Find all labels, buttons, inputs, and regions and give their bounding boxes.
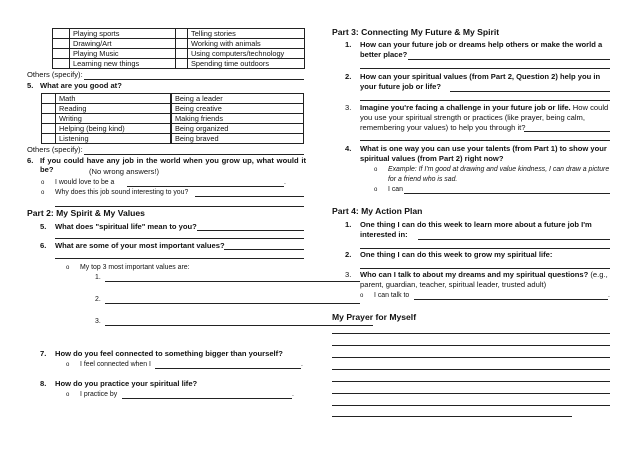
p3-question-3-text-2: you use your spiritual strength or practices (like prayer, being calm, — [360, 113, 585, 122]
table-cell: Writing — [56, 114, 171, 124]
question-8-text: How do you practice your spiritual life? — [55, 379, 198, 388]
p3-question-4-text-2: spiritual values (from Part 2) right now? — [360, 154, 504, 163]
table-cell: Helping (being kind) — [56, 124, 171, 134]
bullet-icon: o — [41, 190, 45, 196]
answer-line[interactable] — [418, 239, 610, 240]
answer-line[interactable] — [360, 140, 610, 141]
talk-prompt: I can talk to — [374, 292, 410, 299]
prayer-line[interactable] — [332, 393, 610, 394]
p4-question-1-text: One thing I can do this week to learn more about a future job I'm — [360, 220, 592, 229]
prayer-title: My Prayer for Myself — [332, 312, 417, 322]
part-4-title: Part 4: My Action Plan — [332, 206, 423, 216]
part-2-title: Part 2: My Spirit & My Values — [27, 208, 145, 218]
bullet-icon: o — [374, 167, 378, 173]
bullet-icon: o — [66, 392, 70, 398]
question-5b-number: 5. — [40, 222, 47, 231]
table-cell: Drawing/Art — [70, 39, 176, 49]
others-specify-label: Others (specify): — [27, 70, 83, 79]
table-cell: Working with animals — [188, 39, 305, 49]
bullet-icon: o — [360, 293, 364, 299]
others-specify-label: Others (specify): — [27, 145, 83, 154]
question-5-number: 5. — [27, 81, 34, 90]
answer-line[interactable] — [55, 238, 304, 239]
example-text-2: for a friend who is sad. — [388, 176, 458, 183]
prayer-line[interactable] — [332, 405, 610, 406]
prayer-line[interactable] — [332, 381, 610, 382]
value-number: 1. — [95, 274, 101, 281]
bullet-icon: o — [41, 180, 45, 186]
answer-line[interactable] — [360, 248, 610, 249]
value-line[interactable] — [105, 303, 360, 304]
p3-question-4-text: What is one way you can use your talents (from Part 1) to show your — [360, 144, 607, 153]
others-answer-line[interactable] — [84, 79, 304, 80]
answer-line[interactable] — [55, 258, 304, 259]
p3-question-3-text-3: remembering your values) to help you through it? — [360, 123, 526, 132]
answer-line[interactable] — [360, 268, 610, 269]
answer-line[interactable] — [360, 68, 610, 69]
answer-line[interactable] — [197, 230, 304, 231]
answer-line[interactable] — [224, 249, 304, 250]
table-cell: Playing sports — [70, 29, 176, 39]
job-answer-line[interactable] — [127, 186, 284, 187]
answer-line[interactable] — [404, 193, 610, 194]
question-7-text: How do you feel connected to something bigger than yourself? — [55, 349, 283, 358]
answer-line[interactable] — [524, 131, 610, 132]
p4-question-2-number: 2. — [345, 250, 352, 259]
answer-line[interactable] — [155, 368, 301, 369]
value-number: 3. — [95, 318, 101, 325]
question-6b-number: 6. — [40, 241, 47, 250]
p3-question-4-number: 4. — [345, 144, 352, 153]
question-5-text: What are you good at? — [40, 81, 122, 90]
question-5b-text: What does "spiritual life" mean to you? — [55, 222, 197, 231]
part-3-title: Part 3: Connecting My Future & My Spirit — [332, 27, 500, 37]
p3-question-1-number: 1. — [345, 40, 352, 49]
table-cell: Being braved — [172, 134, 304, 144]
value-line[interactable] — [105, 281, 360, 282]
answer-line[interactable] — [414, 299, 608, 300]
table-cell: Using computers/technology — [188, 49, 305, 59]
connected-prompt: I feel connected when I — [80, 361, 151, 368]
question-8-number: 8. — [40, 379, 47, 388]
value-line[interactable] — [105, 325, 373, 326]
bullet-icon: o — [66, 265, 70, 271]
question-6-text: If you could have any job in the world when you grow up, what would it be? — [40, 156, 306, 174]
table-cell: Being organized — [172, 124, 304, 134]
job-reason-line-2[interactable] — [55, 206, 304, 207]
table-cell: Spending time outdoors — [188, 59, 305, 69]
prayer-line[interactable] — [332, 333, 610, 334]
bullet-icon: o — [66, 362, 70, 368]
job-reason-prompt: Why does this job sound interesting to you? — [55, 189, 189, 196]
p3-question-3-text: Imagine you're facing a challenge in your future job or life. How could — [360, 103, 609, 112]
example-text: Example: If I'm good at drawing and value kindness, I can draw a picture — [388, 166, 610, 173]
question-6b-text: What are some of your most important values? — [55, 241, 225, 250]
values-prompt: My top 3 most important values are: — [80, 264, 190, 271]
p3-question-2-text: How can your spiritual values (from Part 2, Question 2) help you in — [360, 72, 601, 81]
bullet-icon: o — [374, 187, 378, 193]
prayer-line[interactable] — [332, 345, 610, 346]
prayer-line[interactable] — [332, 369, 610, 370]
prayer-line[interactable] — [332, 357, 610, 358]
p4-question-3-text-2: parent, guardian, teacher, spiritual leader, trusted adult) — [360, 280, 547, 289]
skills-table — [41, 93, 304, 144]
talent-prompt: I can — [388, 186, 403, 193]
p3-question-2-text-2: your future job or life? — [360, 82, 441, 91]
p4-question-1-text-2: interested in: — [360, 230, 408, 239]
p3-question-1-text: How can your future job or dreams help others or make the world a — [360, 40, 603, 49]
table-cell: Reading — [56, 104, 171, 114]
table-cell: Learning new things — [70, 59, 176, 69]
p3-question-1-text-2: better place? — [360, 50, 408, 59]
table-cell: Making friends — [172, 114, 304, 124]
table-cell: Telling stories — [188, 29, 305, 39]
table-cell: Being creative — [172, 104, 304, 114]
p4-question-3-number: 3. — [345, 270, 352, 279]
value-number: 2. — [95, 296, 101, 303]
answer-line[interactable] — [122, 398, 292, 399]
practice-prompt: I practice by — [80, 391, 118, 398]
question-7-number: 7. — [40, 349, 47, 358]
question-6-number: 6. — [27, 156, 34, 165]
p3-question-2-number: 2. — [345, 72, 352, 81]
prayer-line[interactable] — [332, 416, 572, 417]
table-cell: Being a leader — [172, 94, 304, 104]
p4-question-1-number: 1. — [345, 220, 352, 229]
job-reason-line[interactable] — [195, 196, 304, 197]
p4-question-2-text: One thing I can do this week to grow my spiritual life: — [360, 250, 553, 259]
job-prompt: I would love to be a — [55, 179, 115, 186]
p3-question-3-number: 3. — [345, 103, 352, 112]
p4-question-3-text: Who can I talk to about my dreams and my spiritual questions? (e.g., — [360, 270, 608, 279]
answer-line[interactable] — [450, 91, 610, 92]
others-answer-line[interactable] — [84, 154, 304, 155]
answer-line[interactable] — [360, 100, 610, 101]
activities-table — [52, 28, 305, 69]
table-cell: Math — [56, 94, 171, 104]
table-cell: Listening — [56, 134, 171, 144]
table-cell: Playing Music — [70, 49, 176, 59]
question-6-note: (No wrong answers!) — [89, 167, 160, 176]
answer-line[interactable] — [408, 59, 610, 60]
